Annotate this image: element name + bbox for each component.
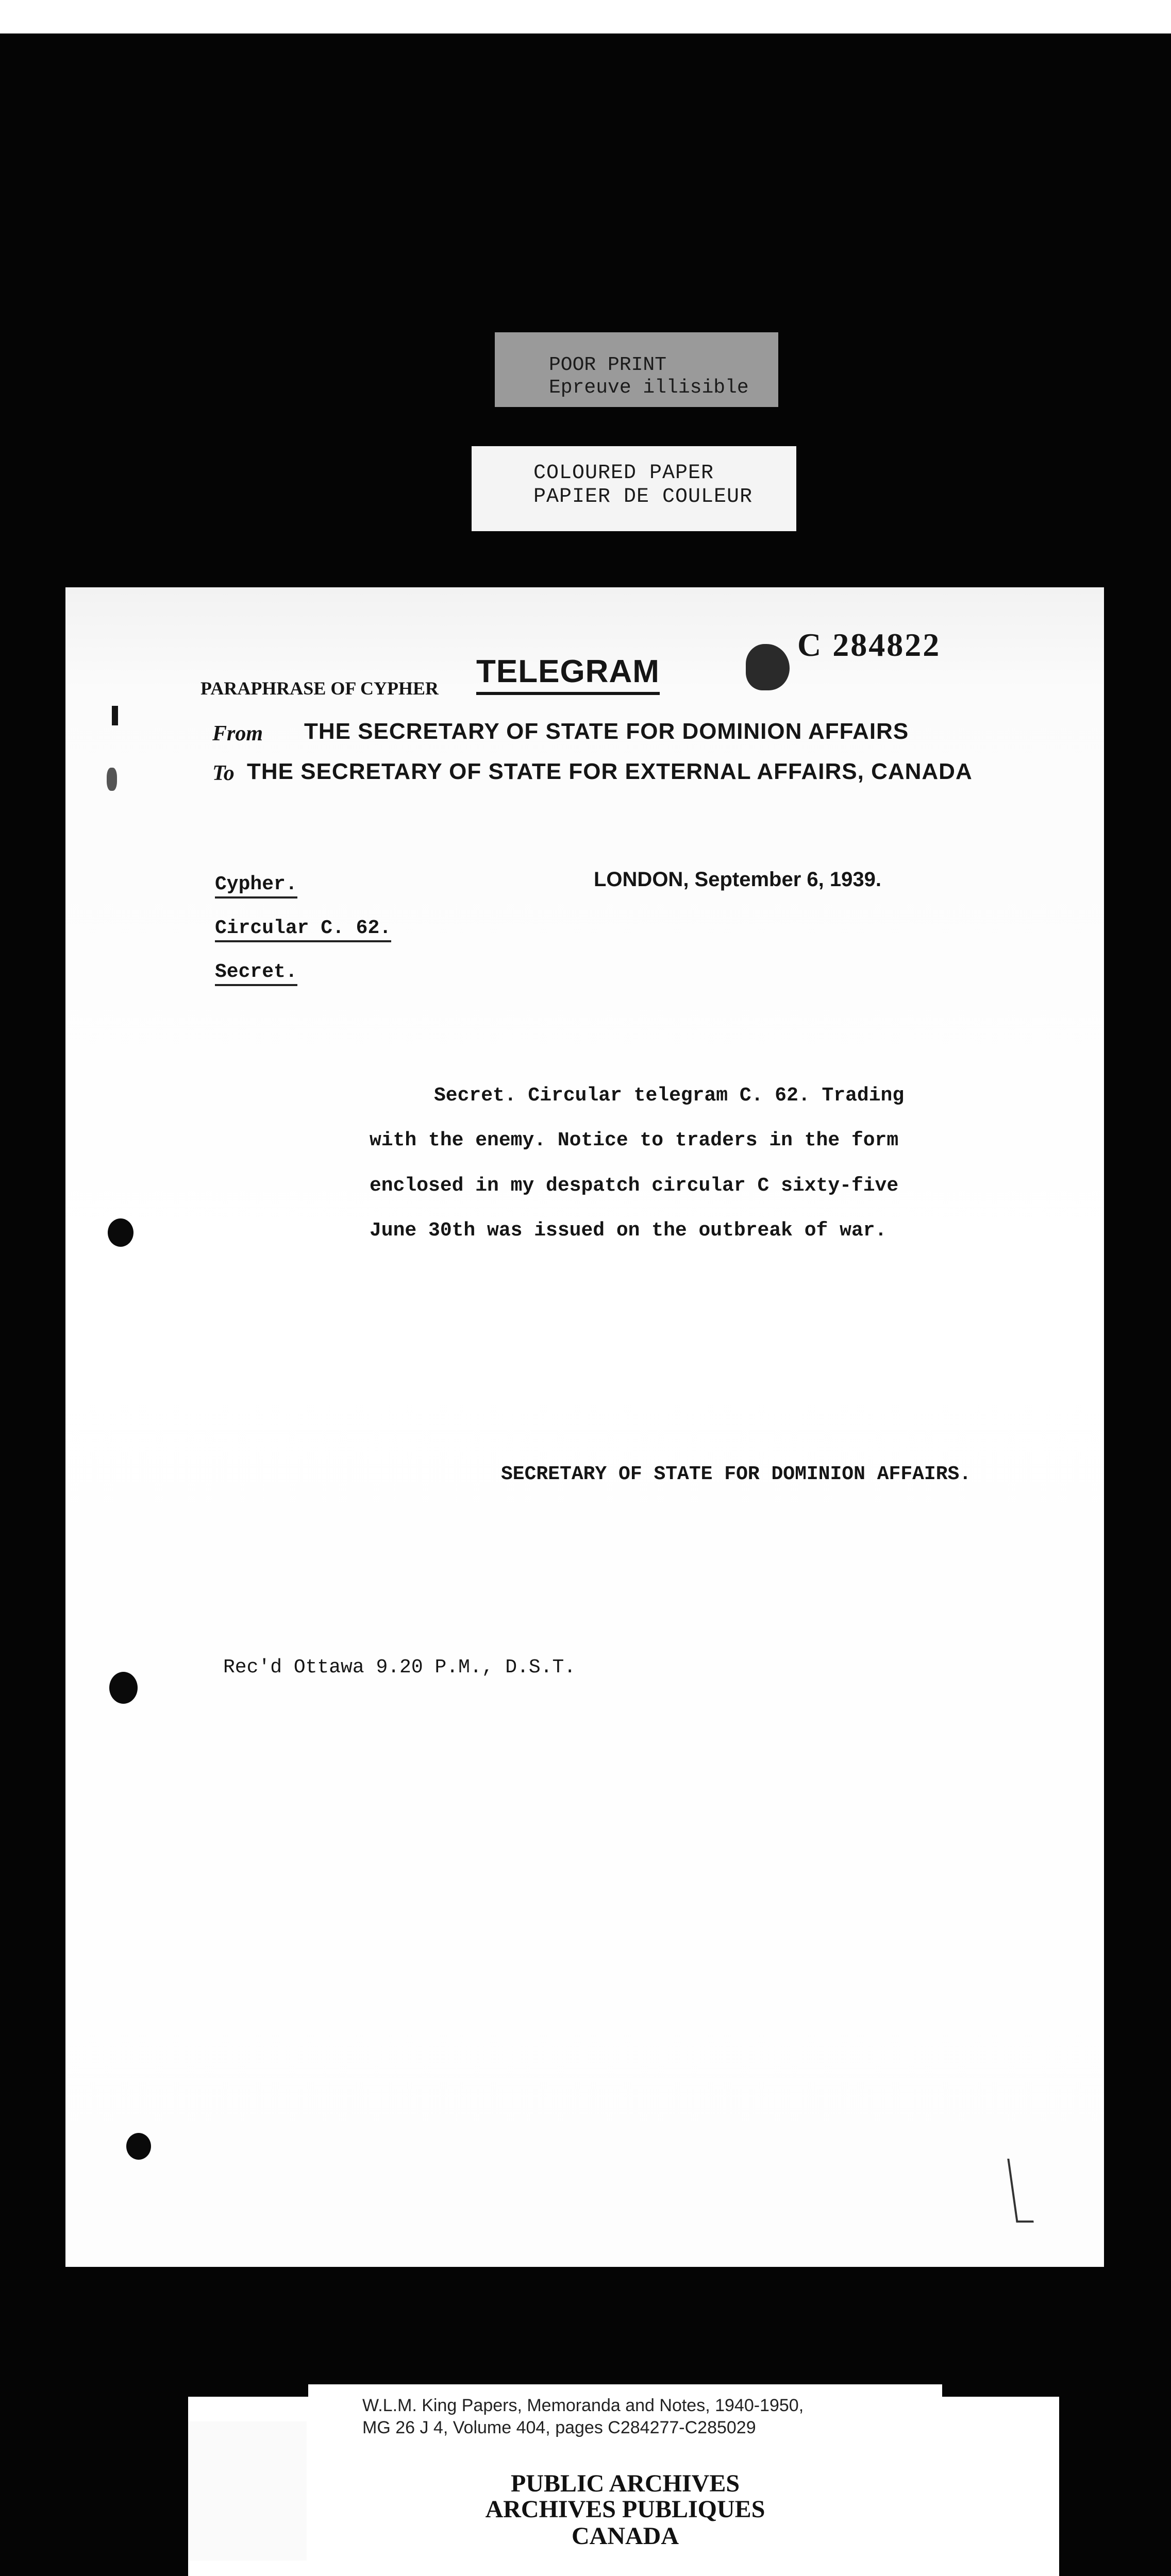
to-value: THE SECRETARY OF STATE FOR EXTERNAL AFFAIRS, CANADA <box>247 759 973 784</box>
body-line: Secret. Circular telegram C. 62. Trading <box>434 1084 905 1107</box>
archives-name-fr: ARCHIVES PUBLIQUES <box>485 2496 765 2523</box>
margin-mark <box>112 706 118 725</box>
punch-hole <box>126 2133 151 2160</box>
from-value: THE SECRETARY OF STATE FOR DOMINION AFFAIRS <box>304 719 909 744</box>
reference-number: C 284822 <box>797 626 941 663</box>
citation-line-2: MG 26 J 4, Volume 404, pages C284277-C285029 <box>362 2417 756 2437</box>
coloured-paper-en: COLOURED PAPER <box>533 462 714 485</box>
meta-circular: Circular C. 62. <box>215 917 391 942</box>
body-line: with the enemy. Notice to traders in the form <box>370 1129 899 1151</box>
telegram-title: TELEGRAM <box>476 653 660 695</box>
stamp-mark <box>746 644 790 690</box>
margin-mark <box>107 768 117 791</box>
received-note: Rec'd Ottawa 9.20 P.M., D.S.T. <box>223 1656 576 1679</box>
signature: SECRETARY OF STATE FOR DOMINION AFFAIRS. <box>501 1463 972 1485</box>
archives-name-en: PUBLIC ARCHIVES <box>510 2470 740 2497</box>
meta-cypher: Cypher. <box>215 873 297 899</box>
place-date: LONDON, September 6, 1939. <box>594 868 881 891</box>
body-line: enclosed in my despatch circular C sixty-five <box>370 1175 899 1197</box>
punch-hole <box>109 1672 138 1704</box>
coloured-paper-label <box>472 446 796 531</box>
coloured-paper-fr: PAPIER DE COULEUR <box>533 485 753 509</box>
paraphrase-label: PARAPHRASE OF CYPHER <box>200 678 439 699</box>
from-label: From <box>212 722 263 745</box>
to-label: To <box>212 761 235 785</box>
archives-citation <box>308 2384 942 2576</box>
poor-print-fr: Epreuve illisible <box>549 376 749 399</box>
telegram-document <box>65 587 1104 2267</box>
body-line: June 30th was issued on the outbreak of war. <box>370 1219 887 1242</box>
corner-mark <box>1007 2159 1033 2223</box>
meta-secret: Secret. <box>215 961 297 986</box>
citation-line-1: W.L.M. King Papers, Memoranda and Notes, 1940-1950, <box>362 2396 804 2415</box>
footer-left-panel <box>188 2421 307 2561</box>
poor-print-label <box>495 332 778 407</box>
poor-print-en: POOR PRINT <box>549 354 667 376</box>
punch-hole <box>108 1218 133 1247</box>
archives-country: CANADA <box>572 2522 679 2550</box>
